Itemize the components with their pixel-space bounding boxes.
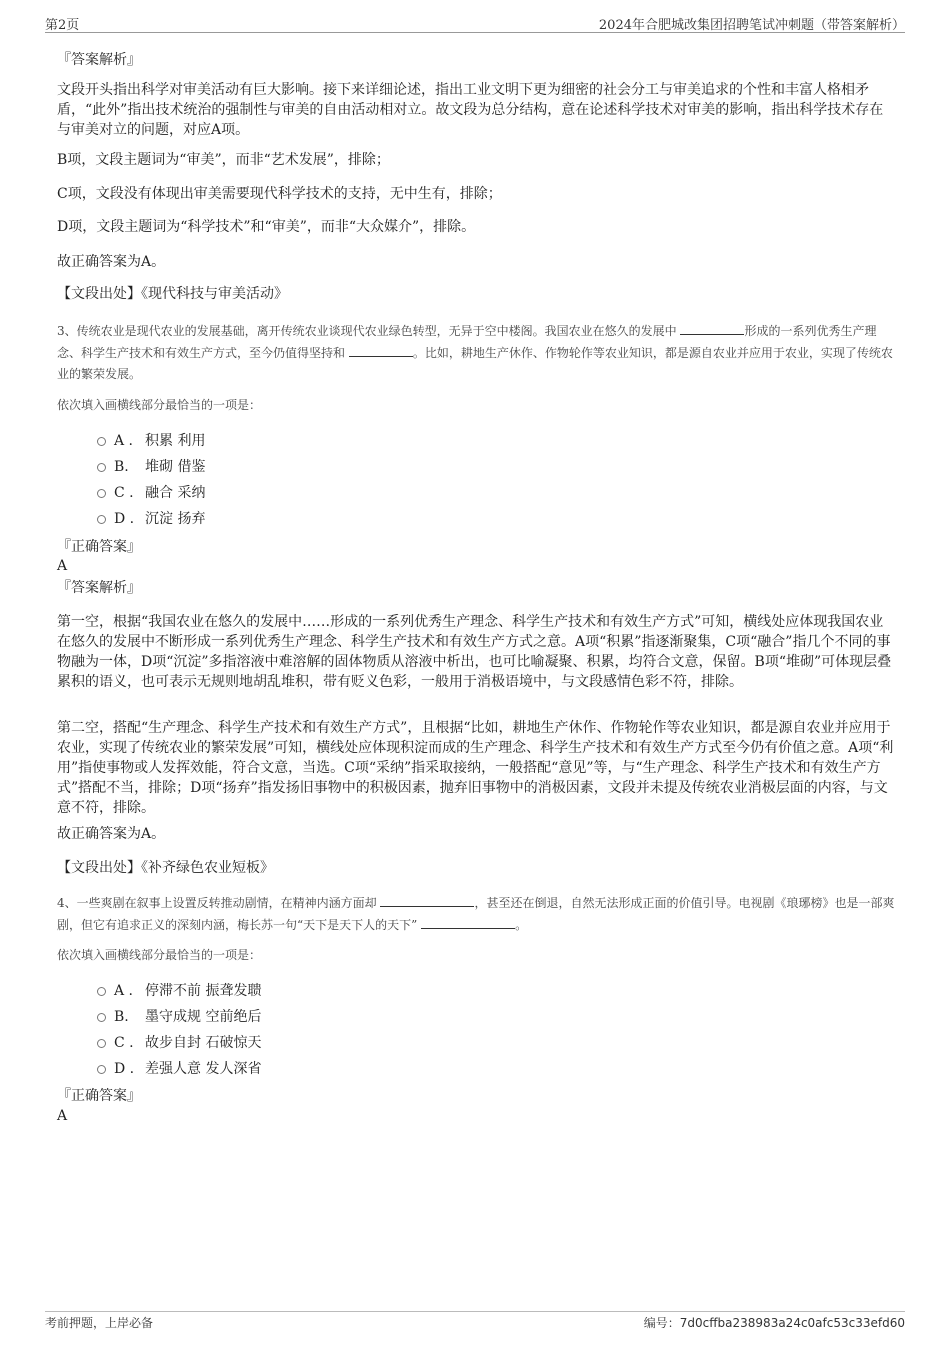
analysis-paragraph: 第二空，搭配“生产理念、科学生产技术和有效生产方式”，且根据“比如，耕地生产休作、作物轮作等农业知识，都是源自农业并应用于农业，实现了传统农业的繁荣发展”可知，横线处应体现积淀而成的生产理念、科学生产技术和有效生产方式至今仍有价值之意。A项“利用”指使事物或人发挥效能，符合文意，当选。C项“采纳”指采取接纳，一般搭配“意见”等，与“生产理念、科学生产技术和有效生产方式”搭配不当，排除；D项“扬弃”指发扬旧事物中的积极因素，抛弃旧事物中的消极因素，文段并未提及传统农业消极层面的内容，与文意不符，排除。 [57, 720, 894, 816]
option-text: 墨守成规 空前绝后 [145, 1009, 262, 1025]
fill-blank [349, 342, 413, 357]
stem-text: 形成的一系列优秀生产理念、科学生产技术和有效生产方式，至今仍值得坚持和 [57, 324, 877, 360]
option-letter: C . [114, 485, 134, 501]
page-header [45, 14, 905, 32]
option-text: 积累 利用 [145, 433, 206, 449]
analysis-paragraph: 文段开头指出科学对审美活动有巨大影响。接下来详细论述，指出工业文明下更为细密的社会分工与审美追求的个性和丰富人格相矛盾，“此外”指出技术统治的强制性与审美的自由活动相对立。故文段为总分结构，意在论述科学技术对审美的影响，指出科学技术存在与审美对立的问题，对应A项。 [57, 82, 884, 138]
question-instruction: 依次填入画横线部分最恰当的一项是： [57, 948, 262, 962]
fill-blank [680, 320, 744, 335]
option-letter: B. [114, 1009, 129, 1025]
document-code [644, 1314, 905, 1331]
passage-source: 【文段出处】《补齐绿色农业短板》 [57, 860, 274, 876]
analysis-paragraph: B项，文段主题词为“审美”，而非“艺术发展”，排除； [57, 152, 390, 168]
answer-conclusion: 故正确答案为A。 [57, 254, 166, 270]
analysis-paragraph: 第一空，根据“我国农业在悠久的发展中……形成的一系列优秀生产理念、科学生产技术和有效生产方式”可知，横线处应体现我国农业在悠久的发展中不断形成一系列优秀生产理念、科学生产技术和有效生产方式之意。A项“积累”指逐渐聚集，C项“融合”指几个不同的事物融为一体，D项“沉淀”多指溶液中难溶解的固体物质从溶液中析出，也可比喻凝聚、积累，均符合文意，保留。B项“堆砌”可体现层叠累积的语义，也可表示无规则地胡乱堆积，带有贬义色彩，一般用于消极语境中，与文段感情色彩不符，排除。 [57, 614, 892, 690]
radio-icon[interactable] [97, 463, 106, 472]
option-text: 停滞不前 振聋发聩 [145, 983, 262, 999]
code-label: 编号： [643, 1316, 680, 1330]
correct-answer: A [57, 1108, 68, 1124]
option-text: 沉淀 扬弃 [145, 511, 206, 527]
correct-answer: A [57, 558, 68, 574]
question-instruction: 依次填入画横线部分最恰当的一项是： [57, 398, 262, 412]
analysis-paragraph: D项，文段主题词为“科学技术”和“审美”，而非“大众媒介”，排除。 [57, 219, 476, 235]
code-value: 7d0cffba238983a24c0afc53c33efd60 [679, 1316, 905, 1330]
fill-blank [380, 892, 474, 907]
radio-icon[interactable] [97, 489, 106, 498]
option-text: 差强人意 发人深省 [145, 1061, 262, 1077]
option-letter: A . [114, 983, 134, 999]
stem-text: 3、传统农业是现代农业的发展基础，离开传统农业谈现代农业绿色转型，无异于空中楼阁。我国农业在悠久的发展中 [57, 324, 681, 338]
answer-analysis-label: 『答案解析』 [57, 580, 141, 596]
stem-text: 。比如，耕地生产休作、作物轮作等农业知识，都是源自农业并应用于农业，实现了传统农业的繁荣发展。 [57, 346, 893, 381]
radio-icon[interactable] [97, 437, 106, 446]
option-text: 故步自封 石破惊天 [145, 1035, 262, 1051]
footer-slogan: 考前押题，上岸必备 [45, 1316, 154, 1330]
option-letter: C . [114, 1035, 134, 1051]
question-stem [57, 320, 897, 385]
passage-source: 【文段出处】《现代科技与审美活动》 [57, 286, 288, 302]
option-letter: A . [114, 433, 134, 449]
fill-blank [421, 914, 515, 929]
header-divider [45, 32, 905, 33]
stem-text: 4、一些爽剧在叙事上设置反转推动剧情，在精神内涵方面却 [57, 896, 381, 910]
answer-analysis-label: 『答案解析』 [57, 52, 141, 68]
stem-text: ，甚至还在倒退，自然无法形成正面的价值引导。电视剧《琅琊榜》也是一部爽剧，但它有追求正义的深刻内涵，梅长苏一句“天下是天下人的天下” [57, 896, 895, 932]
page-number: 第2页 [45, 18, 80, 33]
option-text: 堆砌 借鉴 [145, 459, 206, 475]
correct-answer-label: 『正确答案』 [57, 539, 141, 555]
radio-icon[interactable] [97, 1013, 106, 1022]
document-title: 2024年合肥城改集团招聘笔试冲刺题（带答案解析） [598, 18, 905, 33]
radio-icon[interactable] [97, 987, 106, 996]
option-letter: D . [114, 511, 135, 527]
answer-conclusion: 故正确答案为A。 [57, 826, 166, 842]
analysis-paragraph: C项，文段没有体现出审美需要现代科学技术的支持，无中生有，排除； [57, 186, 502, 202]
radio-icon[interactable] [97, 1065, 106, 1074]
radio-icon[interactable] [97, 515, 106, 524]
correct-answer-label: 『正确答案』 [57, 1088, 141, 1104]
stem-text: 。 [515, 918, 528, 932]
option-letter: D . [114, 1061, 135, 1077]
radio-icon[interactable] [97, 1039, 106, 1048]
page-footer [45, 1314, 905, 1332]
question-stem [57, 892, 897, 936]
footer-divider [45, 1311, 905, 1312]
option-text: 融合 采纳 [145, 485, 206, 501]
option-letter: B. [114, 459, 129, 475]
